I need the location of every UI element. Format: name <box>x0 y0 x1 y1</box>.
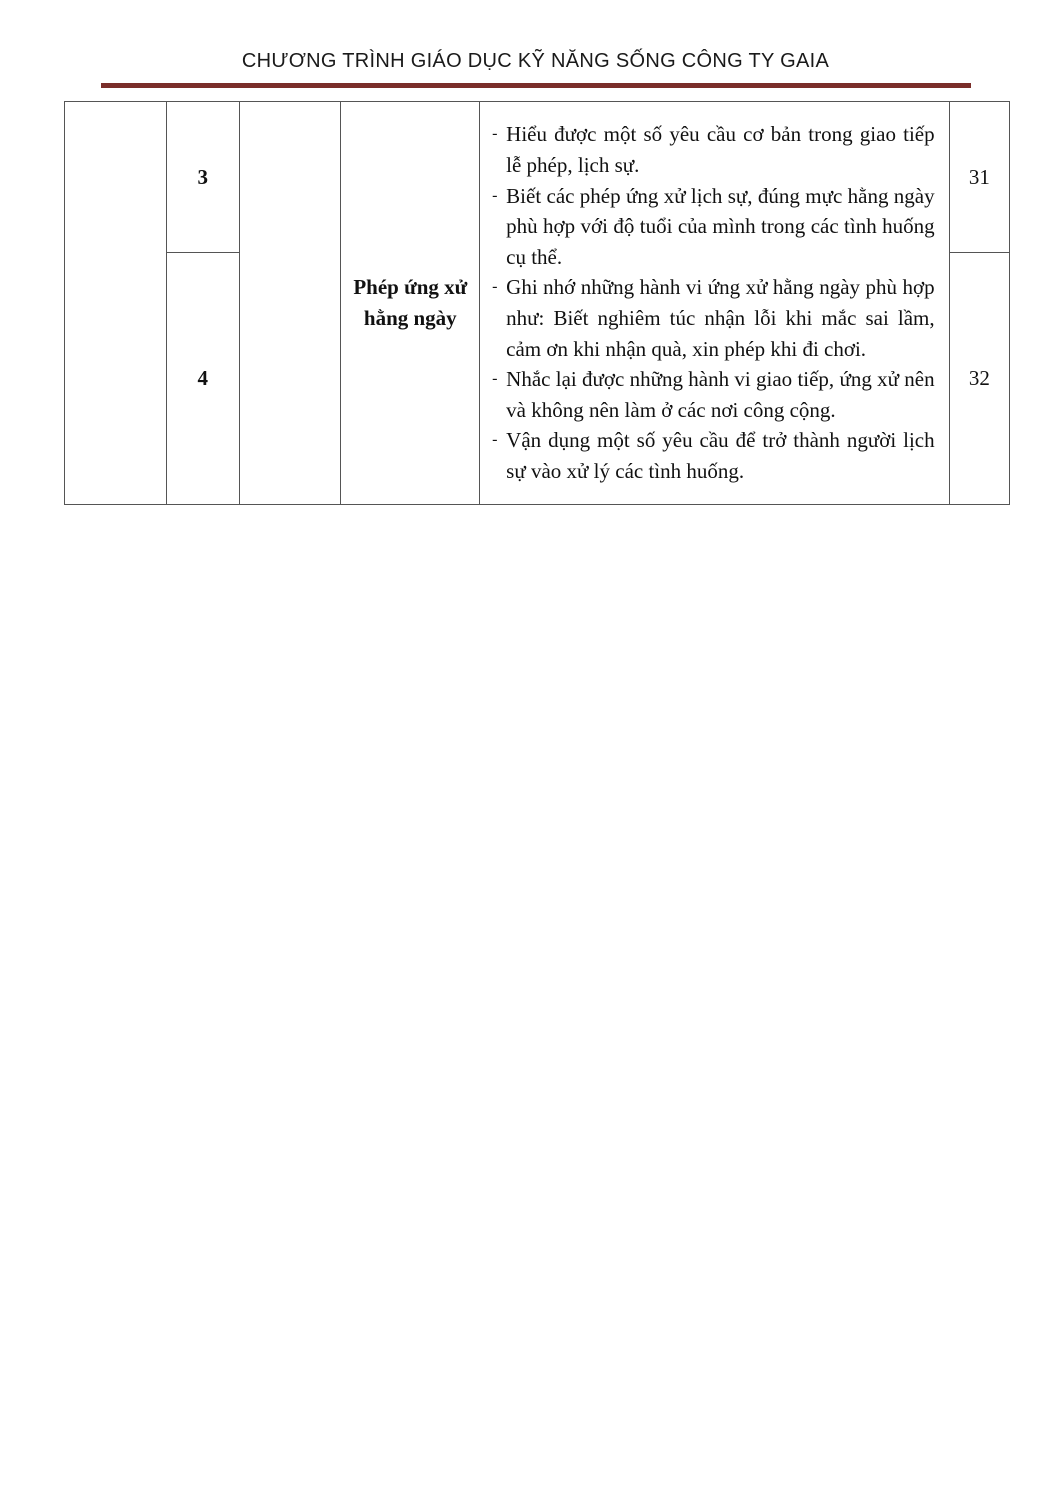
curriculum-table <box>64 101 1010 505</box>
page-number-cell: 32 <box>949 253 1009 505</box>
objective-item <box>492 425 934 486</box>
bullet-dash: - <box>492 125 498 143</box>
week-number-cell: 3 <box>166 102 239 253</box>
week-number-cell: 4 <box>166 253 239 505</box>
header-divider <box>101 83 971 88</box>
objective-item <box>492 181 934 273</box>
empty-cell-category <box>65 102 167 505</box>
objective-text: Ghi nhớ những hành vi ứng xử hằng ngày phù hợp như: Biết nghiêm túc nhận lỗi khi mắc sai lầm, cảm ơn khi nhận quà, xin phép khi đi chơi. <box>506 275 935 361</box>
page-number-cell: 31 <box>949 102 1009 253</box>
table-row <box>65 102 1010 253</box>
objective-item <box>492 119 934 180</box>
objectives-cell <box>480 102 949 505</box>
objective-item <box>492 364 934 425</box>
objective-text: Nhắc lại được những hành vi giao tiếp, ứng xử nên và không nên làm ở các nơi công cộng. <box>506 367 935 422</box>
bullet-dash: - <box>492 431 498 449</box>
page-header-title: CHƯƠNG TRÌNH GIÁO DỤC KỸ NĂNG SỐNG CÔNG TY GAIA <box>241 50 830 72</box>
empty-cell-unit <box>239 102 341 505</box>
objective-text: Biết các phép ứng xử lịch sự, đúng mực hằng ngày phù hợp với độ tuổi của mình trong các tình huống cụ thể. <box>506 183 935 269</box>
objective-text: Hiểu được một số yêu cầu cơ bản trong giao tiếp lễ phép, lịch sự. <box>506 122 935 178</box>
objective-text: Vận dụng một số yêu cầu để trở thành người lịch sự vào xử lý các tình huống. <box>506 428 935 483</box>
objectives-list <box>492 119 934 486</box>
bullet-dash: - <box>492 370 498 388</box>
objective-item <box>492 272 934 364</box>
bullet-dash: - <box>492 278 498 296</box>
topic-cell: Phép ứng xử hằng ngày <box>341 102 480 505</box>
bullet-dash: - <box>492 186 498 204</box>
